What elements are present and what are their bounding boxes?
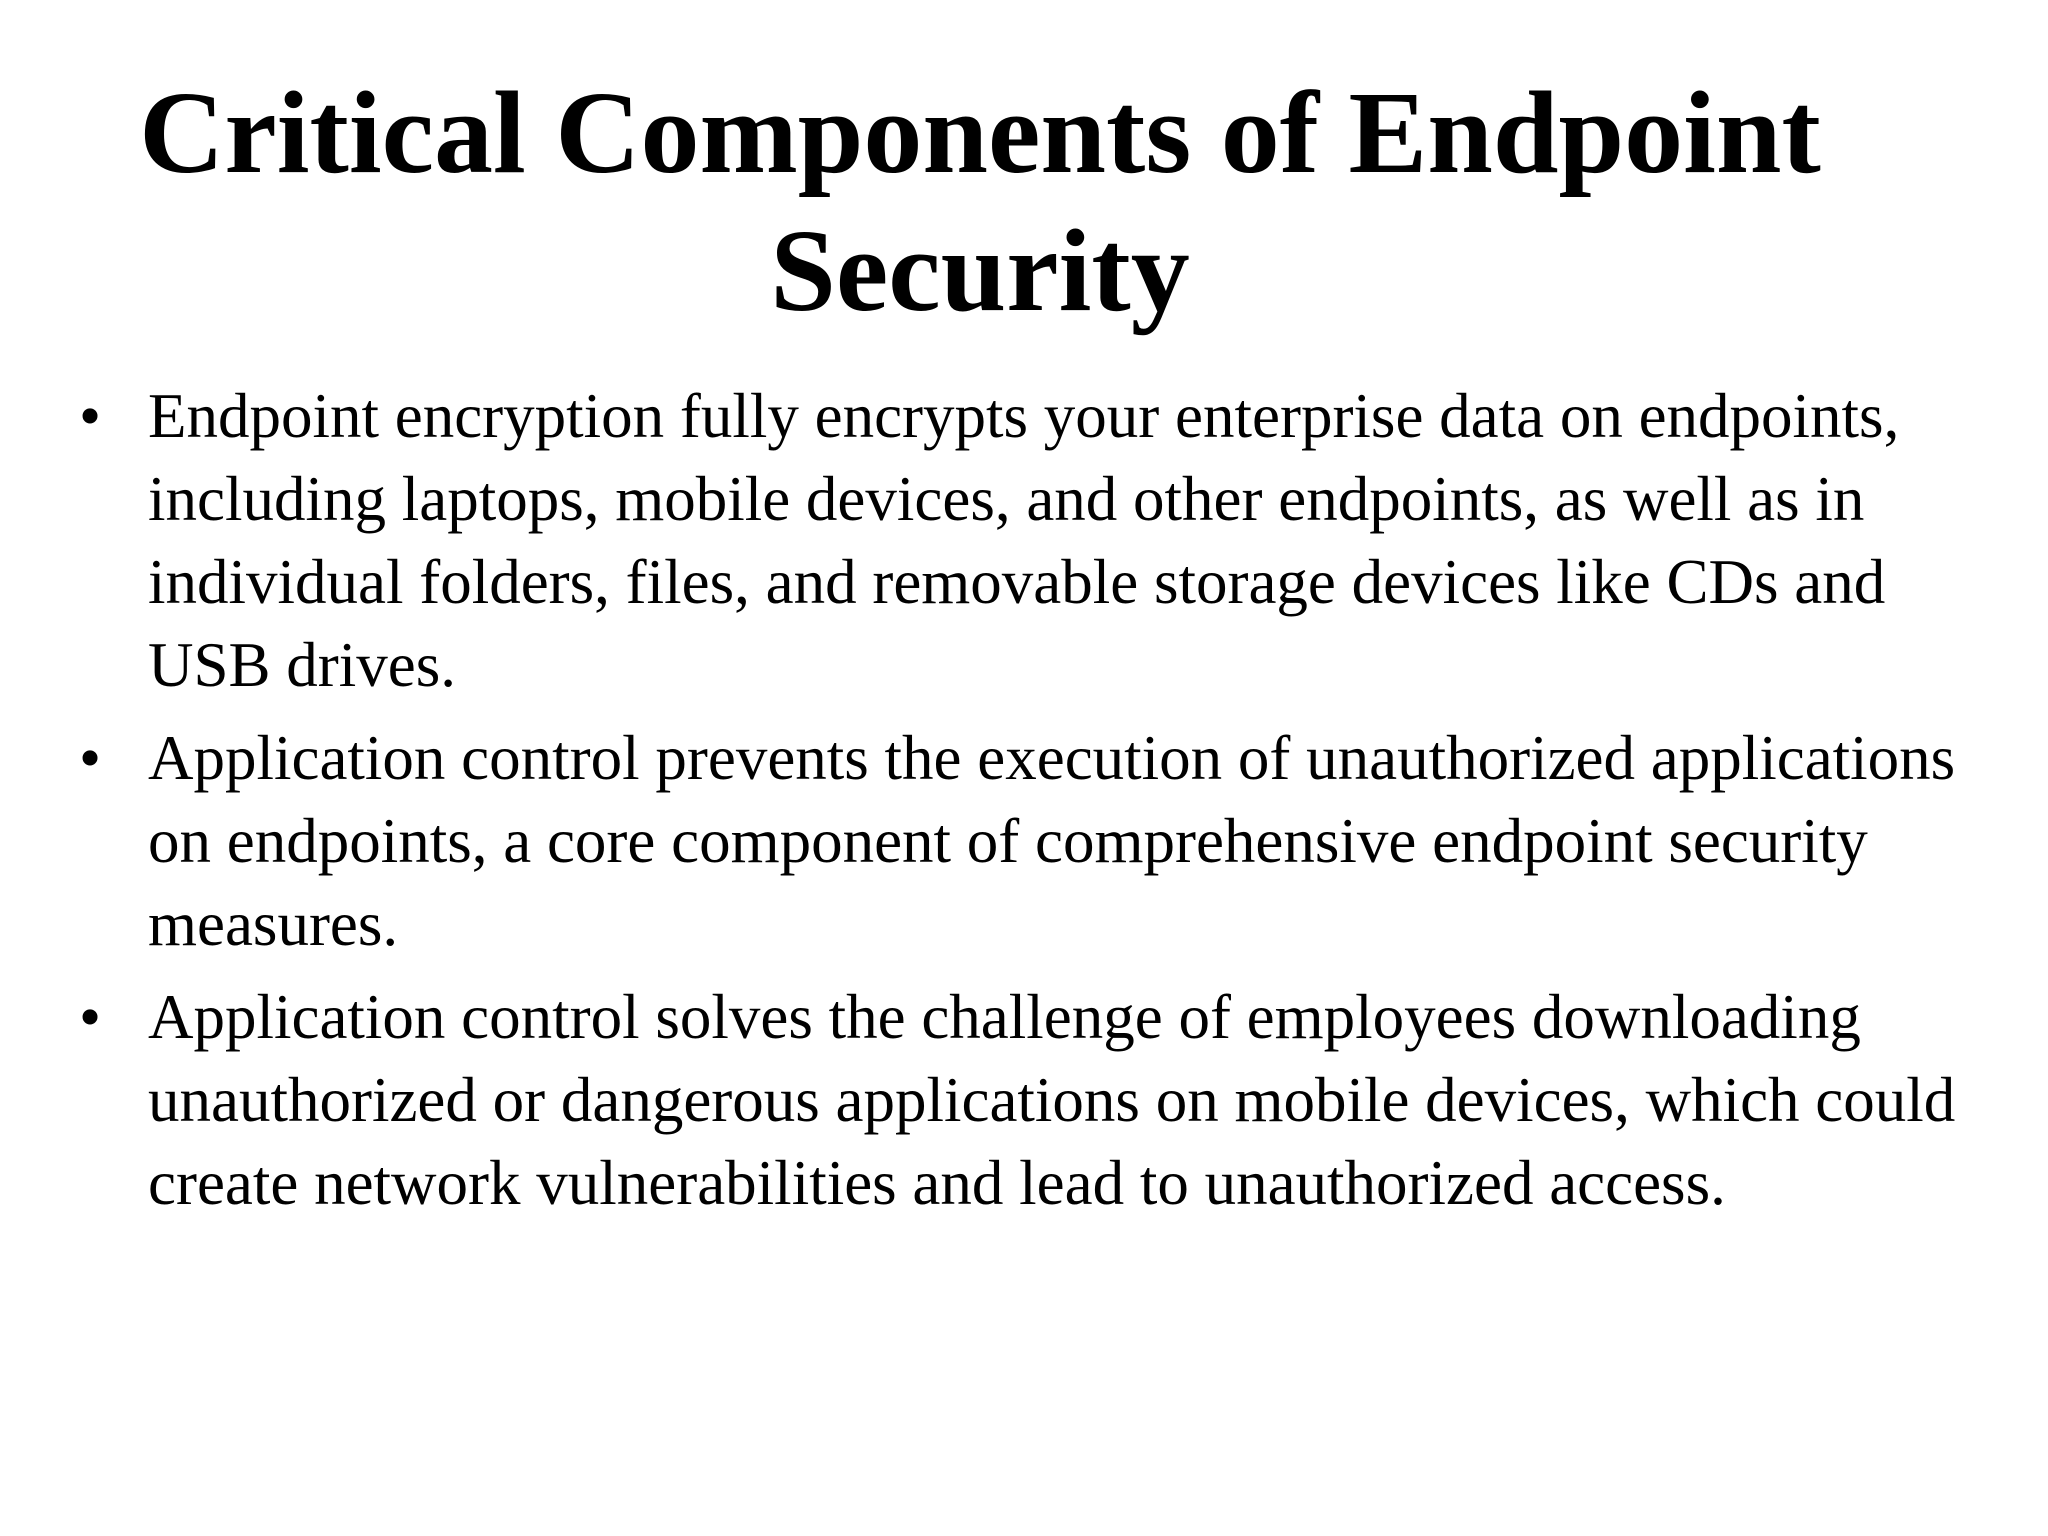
bullet-text: Endpoint encryption fully encrypts your enterprise data on endpoints, including laptops, mobile devices, and other endpoints, as well as in individual folders, files, and removable storage devices like CDs and USB drives. xyxy=(148,381,1900,700)
bullet-marker-icon: • xyxy=(78,381,102,451)
bullet-marker-icon: • xyxy=(78,982,102,1052)
slide-title-line-1: Critical Components of Endpoint xyxy=(139,67,1821,198)
slide-title xyxy=(100,64,1860,340)
bullet-list xyxy=(70,375,1970,1235)
bullet-item-application-control-solves xyxy=(70,976,1970,1225)
bullet-text: Application control prevents the execution of unauthorized applications on endpoints, a core component of comprehensive endpoint security measures. xyxy=(148,723,1956,959)
bullet-item-application-control-prevents xyxy=(70,717,1970,966)
bullet-marker-icon: • xyxy=(78,723,102,793)
slide-title-line-2: Security xyxy=(770,205,1190,336)
bullet-text: Application control solves the challenge of employees downloading unauthorized or dangerous applications on mobile devices, which could create network vulnerabilities and lead to unauthorized access. xyxy=(148,982,1956,1218)
bullet-item-endpoint-encryption xyxy=(70,375,1970,707)
